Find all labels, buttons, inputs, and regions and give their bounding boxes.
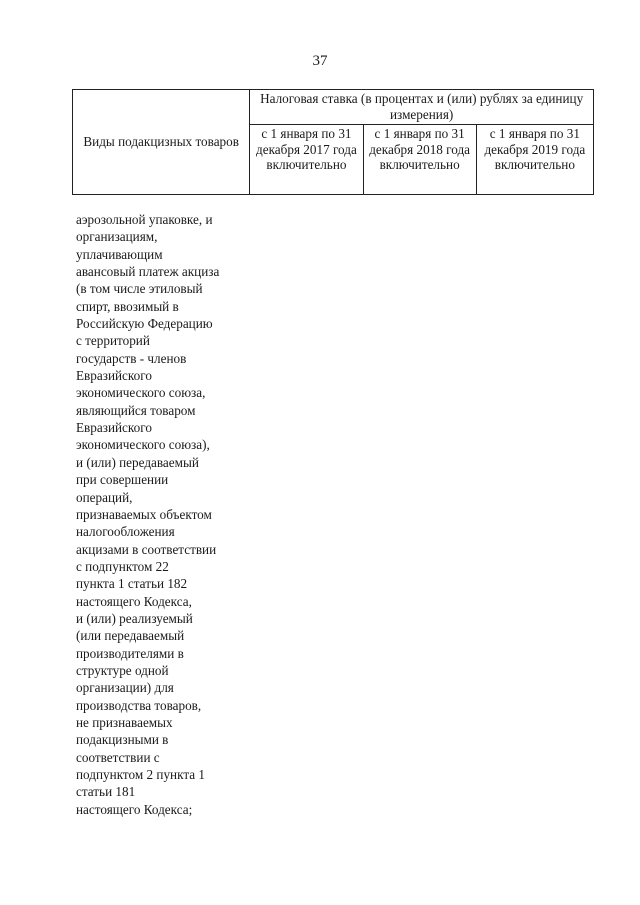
text-line: (или передаваемый [76,628,185,644]
text-line: настоящего Кодекса; [76,801,193,817]
excise-goods-description [76,211,256,818]
text-line: соответствии с [76,749,160,765]
text-line: Евразийского [76,420,152,436]
column-header-excise-goods: Виды подакцизных товаров [73,90,250,195]
text-line: с территорий [76,333,150,349]
column-header-period-2018: с 1 января по 31 декабря 2018 года включительно [363,125,476,195]
text-line: структуре одной [76,662,169,678]
text-line: (в том числе этиловый [76,281,203,297]
text-line: организациям, [76,229,158,245]
text-line: признаваемых объектом [76,506,212,522]
column-header-tax-rate: Налоговая ставка (в процентах и (или) рублях за единицу измерения) [250,90,594,125]
text-line: организации) для [76,680,174,696]
text-line: при совершении [76,472,169,488]
text-line: спирт, ввозимый в [76,298,179,314]
text-line: статьи 181 [76,784,136,800]
text-line: уплачивающим [76,246,163,262]
text-line: не признаваемых [76,714,173,730]
text-line: экономического союза, [76,385,206,401]
text-line: и (или) реализуемый [76,610,193,626]
column-header-period-2019: с 1 января по 31 декабря 2019 года включительно [476,125,593,195]
text-line: Евразийского [76,368,152,384]
page-number: 37 [312,53,328,69]
text-line: являющийся товаром [76,402,196,418]
text-line: с подпунктом 22 [76,558,169,574]
column-header-period-2017: с 1 января по 31 декабря 2017 года включительно [250,125,363,195]
text-line: подакцизными в [76,732,169,748]
text-line: экономического союза), [76,437,210,453]
text-line: государств - членов [76,350,187,366]
text-line: производства товаров, [76,697,202,713]
text-line: операций, [76,489,133,505]
text-line: настоящего Кодекса, [76,593,192,609]
text-line: акцизами в соответствии [76,541,217,557]
text-line: налогообложения [76,524,175,540]
text-line: аэрозольной упаковке, и [76,212,213,227]
text-line: и (или) передаваемый [76,454,199,470]
text-line: авансовый платеж акциза [76,264,220,280]
text-line: подпунктом 2 пункта 1 [76,767,205,782]
text-line: пункта 1 статьи 182 [76,576,188,592]
text-line: Российскую Федерацию [76,316,213,332]
excise-rate-table-header [72,89,594,195]
text-line: производителями в [76,645,184,661]
